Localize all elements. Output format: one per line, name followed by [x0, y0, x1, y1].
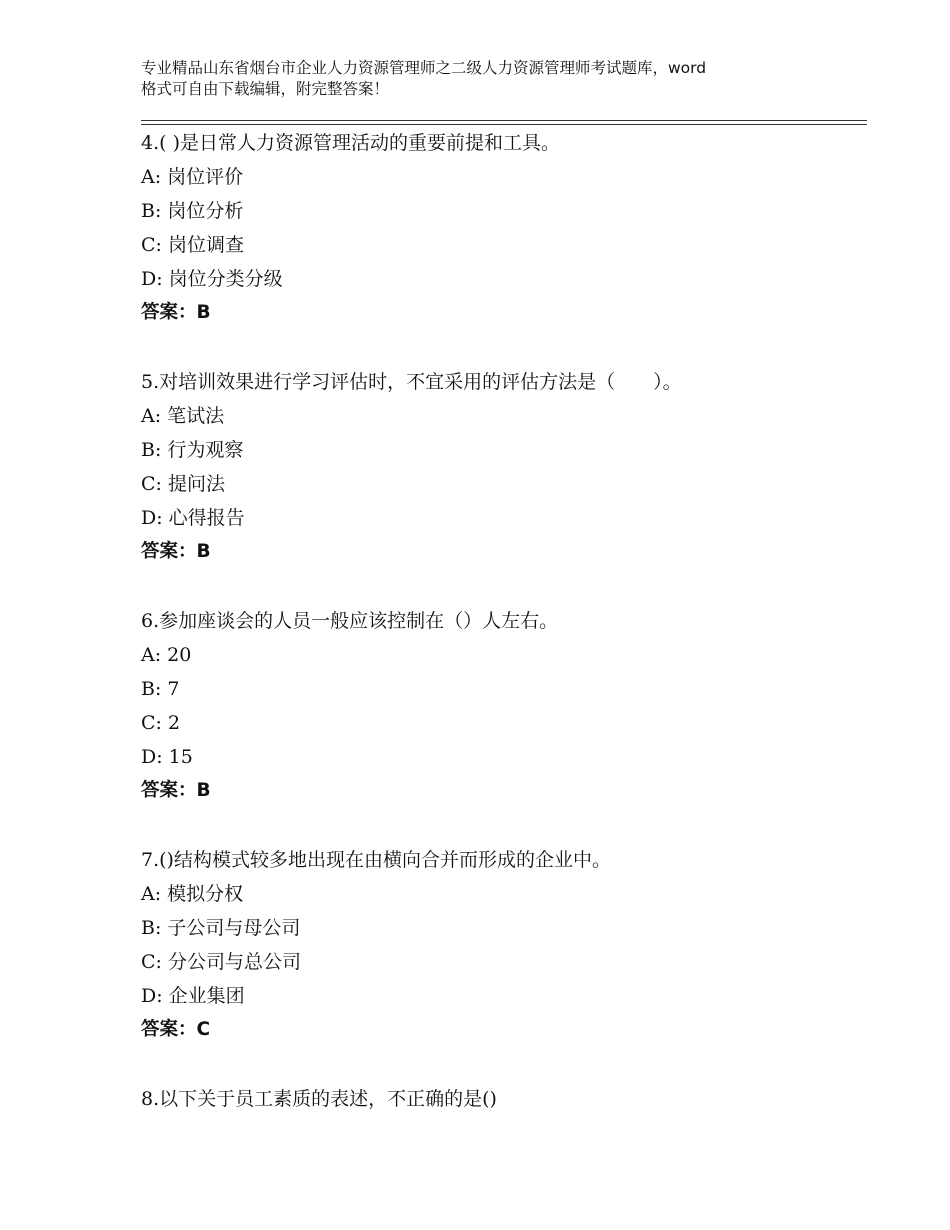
option-c: C: 岗位调查: [141, 234, 244, 256]
question-title: 8.以下关于员工素质的表述，不正确的是(): [141, 1088, 497, 1110]
question-title: 6.参加座谈会的人员一般应该控制在（）人左右。: [141, 610, 559, 632]
header-line-2: 格式可自由下载编辑，附完整答案！: [141, 80, 390, 98]
answer: 答案：B: [141, 780, 211, 801]
option-a: A: 笔试法: [141, 405, 225, 427]
option-d: D: 心得报告: [141, 507, 245, 529]
question-title: 5.对培训效果进行学习评估时，不宜采用的评估方法是（ ）。: [141, 371, 682, 393]
question-6: [141, 609, 861, 813]
option-c: C: 提问法: [141, 473, 225, 495]
question-4: [141, 131, 861, 335]
question-5: [141, 370, 861, 574]
question-8: [141, 1087, 861, 1121]
answer: 答案：B: [141, 541, 211, 562]
header-line-1: 专业精品山东省烟台市企业人力资源管理师之二级人力资源管理师考试题库，word: [141, 59, 707, 77]
option-b: B: 岗位分析: [141, 200, 244, 222]
option-d: D: 企业集团: [141, 985, 245, 1007]
option-d: D: 15: [141, 746, 193, 768]
answer: 答案：B: [141, 302, 211, 323]
option-a: A: 岗位评价: [141, 166, 244, 188]
answer: 答案：C: [141, 1019, 211, 1040]
question-7: [141, 848, 861, 1052]
question-title: 4.( )是日常人力资源管理活动的重要前提和工具。: [141, 132, 560, 154]
option-a: A: 20: [141, 644, 192, 666]
option-c: C: 分公司与总公司: [141, 951, 301, 973]
question-title: 7.()结构模式较多地出现在由横向合并而形成的企业中。: [141, 849, 611, 871]
option-c: C: 2: [141, 712, 181, 734]
option-b: B: 7: [141, 678, 180, 700]
option-b: B: 子公司与母公司: [141, 917, 301, 939]
option-b: B: 行为观察: [141, 439, 244, 461]
option-a: A: 模拟分权: [141, 883, 244, 905]
header-divider: [141, 120, 867, 125]
option-d: D: 岗位分类分级: [141, 268, 283, 290]
document-header: [141, 58, 841, 100]
